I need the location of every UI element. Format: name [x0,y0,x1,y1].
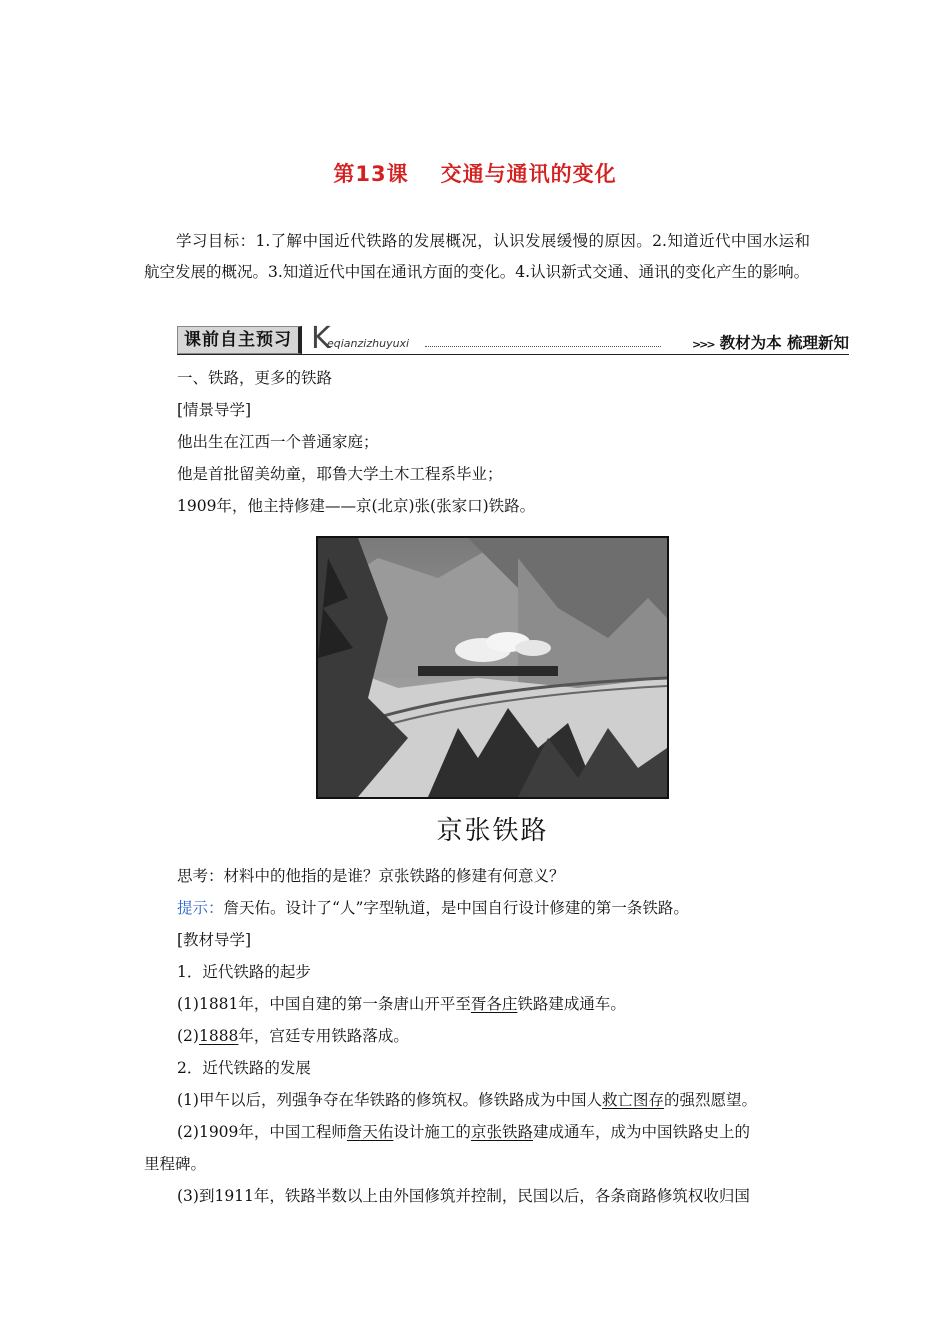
underlined-term: 詹天佑 [346,1123,394,1141]
text-segment: 的强烈愿望。 [663,1091,757,1109]
chevron-right-icon: >>> [691,338,714,351]
lesson-number: 第13课 [333,162,409,186]
page-title [0,158,950,188]
hint-text: 詹天佑。设计了“人”字型轨道，是中国自行设计修建的第一条铁路。 [223,899,689,917]
banner-slogan-group [692,331,849,353]
item1-point1 [177,992,626,1014]
text-segment: (2)1909年，中国工程师 [177,1123,347,1141]
underlined-term: 京张铁路 [470,1123,533,1141]
railway-illustration [316,536,669,799]
item2-point1 [177,1088,757,1110]
hint-label: 提示： [177,899,224,917]
banner-pinyin-initial: K [311,321,331,356]
text-segment: 设计施工的 [393,1123,471,1141]
scene-line-3: 1909年，他主持修建——京(北京)张(张家口)铁路。 [177,497,536,515]
lesson-title: 交通与通讯的变化 [440,162,617,186]
scene-line-2: 他是首批留美幼童，耶鲁大学土木工程系毕业； [177,465,503,483]
underlined-term: 救亡图存 [601,1091,664,1109]
item2-point2-cont: 里程碑。 [144,1155,207,1173]
section-banner [177,321,849,356]
item2-title: 2．近代铁路的发展 [177,1059,311,1077]
mountain-railway-image [318,538,667,797]
banner-dotted-line [425,346,661,347]
underlined-term: 胥各庄 [470,995,518,1013]
banner-label: 课前自主预习 [177,326,302,354]
text-segment: 年，宫廷专用铁路落成。 [238,1027,409,1045]
think-question: 思考：材料中的他指的是谁？京张铁路的修建有何意义？ [177,867,565,885]
banner-divider [177,354,849,355]
textbook-label: [教材导学] [177,931,252,949]
text-segment: 建成通车，成为中国铁路史上的 [532,1123,750,1141]
text-segment: 铁路建成通车。 [517,995,626,1013]
learning-objectives: 学习目标：1.了解中国近代铁路的发展概况，认识发展缓慢的原因。2.知道近代中国水运和航空发展的概况。3.知道近代中国在通讯方面的变化。4.认识新式交通、通讯的变化产生的影响。 [144,232,810,281]
item2-point2 [177,1120,750,1142]
underlined-term: 1888 [198,1027,239,1045]
item1-point2 [177,1024,409,1046]
scene-label: [情景导学] [177,401,252,419]
text-segment: (1)1881年，中国自建的第一条唐山开平至 [177,995,471,1013]
hint-line [177,896,689,918]
banner-slogan: 教材为本 梳理新知 [719,334,849,352]
banner-pinyin: eqianzizhuyuxi [327,337,410,350]
section-heading: 一、铁路，更多的铁路 [177,369,333,387]
item1-title: 1．近代铁路的起步 [177,963,311,981]
item2-point3: (3)到1911年，铁路半数以上由外国修筑并控制，民国以后，各条商路修筑权收归国 [177,1187,750,1205]
figure-caption: 京张铁路 [436,816,549,846]
text-segment: (1)甲午以后，列强争夺在华铁路的修筑权。修铁路成为中国人 [177,1091,602,1109]
text-segment: (2) [177,1027,199,1045]
scene-line-1: 他出生在江西一个普通家庭； [177,433,379,451]
